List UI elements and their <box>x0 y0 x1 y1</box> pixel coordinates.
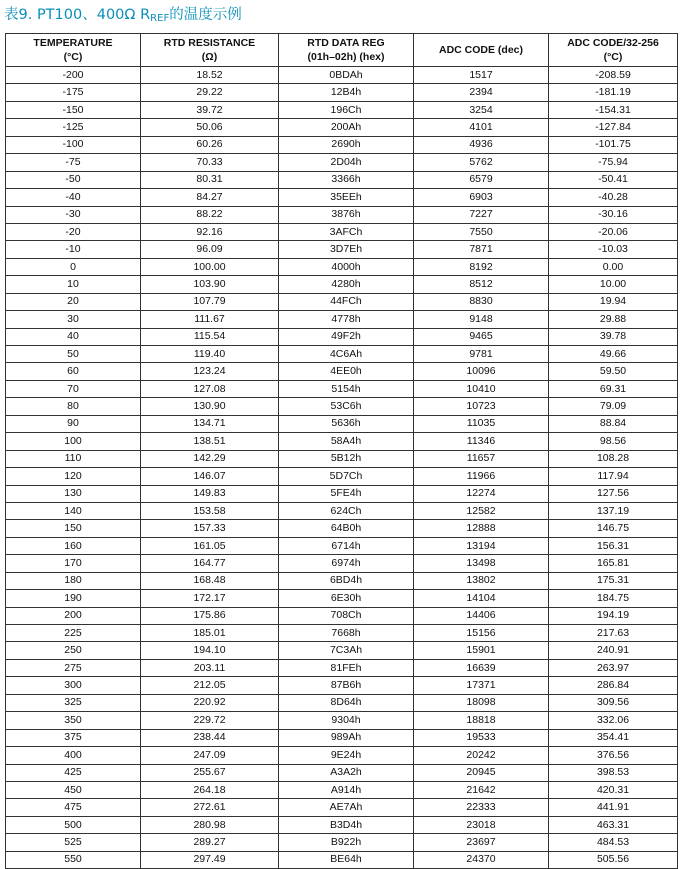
cell-adc-code: 10723 <box>414 398 549 415</box>
cell-temperature: 90 <box>6 415 141 432</box>
cell-adc-temperature: 127.56 <box>549 485 678 502</box>
cell-adc-code: 18098 <box>414 694 549 711</box>
cell-temperature: 10 <box>6 276 141 293</box>
cell-rtd-resistance: 149.83 <box>141 485 279 502</box>
cell-rtd-resistance: 103.90 <box>141 276 279 293</box>
cell-adc-code: 2394 <box>414 84 549 101</box>
cell-adc-code: 12888 <box>414 520 549 537</box>
cell-adc-temperature: -50.41 <box>549 171 678 188</box>
table-row <box>6 346 678 363</box>
cell-adc-temperature: 108.28 <box>549 450 678 467</box>
cell-adc-temperature: 49.66 <box>549 346 678 363</box>
cell-adc-temperature: 98.56 <box>549 433 678 450</box>
cell-temperature: 130 <box>6 485 141 502</box>
table-row <box>6 485 678 502</box>
cell-adc-temperature: 309.56 <box>549 694 678 711</box>
cell-adc-temperature: 59.50 <box>549 363 678 380</box>
cell-rtd-resistance: 88.22 <box>141 206 279 223</box>
cell-rtd-data-reg: 4EE0h <box>279 363 414 380</box>
cell-rtd-data-reg: 2690h <box>279 136 414 153</box>
cell-adc-code: 5762 <box>414 154 549 171</box>
table-caption <box>4 3 242 24</box>
cell-rtd-resistance: 172.17 <box>141 590 279 607</box>
cell-adc-temperature: -181.19 <box>549 84 678 101</box>
cell-rtd-resistance: 247.09 <box>141 747 279 764</box>
cell-adc-temperature: 263.97 <box>549 659 678 676</box>
cell-adc-code: 14104 <box>414 590 549 607</box>
header-row <box>6 34 678 67</box>
table-header <box>6 34 678 67</box>
cell-temperature: 475 <box>6 799 141 816</box>
cell-rtd-resistance: 60.26 <box>141 136 279 153</box>
cell-temperature: 20 <box>6 293 141 310</box>
cell-temperature: 40 <box>6 328 141 345</box>
cell-adc-temperature: 165.81 <box>549 555 678 572</box>
cell-rtd-data-reg: 4280h <box>279 276 414 293</box>
table-row <box>6 468 678 485</box>
caption-prefix: 表9. PT100、400Ω R <box>4 7 151 23</box>
cell-temperature: 190 <box>6 590 141 607</box>
table-row <box>6 642 678 659</box>
cell-rtd-resistance: 264.18 <box>141 781 279 798</box>
table-row <box>6 433 678 450</box>
cell-adc-code: 8512 <box>414 276 549 293</box>
cell-adc-temperature: 175.31 <box>549 572 678 589</box>
caption-suffix: 的温度示例 <box>169 7 242 23</box>
cell-temperature: 250 <box>6 642 141 659</box>
cell-adc-code: 9148 <box>414 311 549 328</box>
cell-adc-code: 4101 <box>414 119 549 136</box>
cell-adc-temperature: 88.84 <box>549 415 678 432</box>
cell-rtd-resistance: 272.61 <box>141 799 279 816</box>
cell-rtd-resistance: 142.29 <box>141 450 279 467</box>
cell-adc-temperature: 354.41 <box>549 729 678 746</box>
cell-rtd-resistance: 92.16 <box>141 223 279 240</box>
cell-rtd-data-reg: 7668h <box>279 625 414 642</box>
cell-rtd-resistance: 157.33 <box>141 520 279 537</box>
cell-adc-temperature: 505.56 <box>549 851 678 868</box>
cell-rtd-data-reg: 3366h <box>279 171 414 188</box>
cell-rtd-data-reg: 4000h <box>279 258 414 275</box>
cell-temperature: 500 <box>6 816 141 833</box>
cell-adc-temperature: 39.78 <box>549 328 678 345</box>
cell-rtd-data-reg: 6974h <box>279 555 414 572</box>
cell-rtd-resistance: 18.52 <box>141 67 279 84</box>
cell-adc-temperature: 332.06 <box>549 712 678 729</box>
header-temperature <box>6 34 141 67</box>
cell-temperature: 0 <box>6 258 141 275</box>
cell-adc-code: 13194 <box>414 537 549 554</box>
table-row <box>6 555 678 572</box>
cell-adc-code: 12582 <box>414 502 549 519</box>
cell-adc-code: 11035 <box>414 415 549 432</box>
cell-rtd-resistance: 70.33 <box>141 154 279 171</box>
cell-rtd-resistance: 280.98 <box>141 816 279 833</box>
cell-rtd-data-reg: 3876h <box>279 206 414 223</box>
cell-adc-temperature: 156.31 <box>549 537 678 554</box>
cell-temperature: -125 <box>6 119 141 136</box>
cell-adc-code: 23697 <box>414 834 549 851</box>
cell-adc-code: 11966 <box>414 468 549 485</box>
table-row <box>6 398 678 415</box>
cell-rtd-resistance: 185.01 <box>141 625 279 642</box>
cell-rtd-resistance: 119.40 <box>141 346 279 363</box>
cell-rtd-resistance: 164.77 <box>141 555 279 572</box>
table-row <box>6 67 678 84</box>
table-row <box>6 189 678 206</box>
cell-rtd-data-reg: 989Ah <box>279 729 414 746</box>
cell-rtd-data-reg: 35EEh <box>279 189 414 206</box>
table-row <box>6 729 678 746</box>
caption-subscript: REF <box>150 13 170 24</box>
cell-rtd-data-reg: 49F2h <box>279 328 414 345</box>
cell-rtd-data-reg: 8D64h <box>279 694 414 711</box>
table-row <box>6 607 678 624</box>
cell-adc-temperature: 441.91 <box>549 799 678 816</box>
cell-adc-temperature: 194.19 <box>549 607 678 624</box>
cell-temperature: 200 <box>6 607 141 624</box>
cell-adc-code: 11346 <box>414 433 549 450</box>
cell-adc-temperature: -20.06 <box>549 223 678 240</box>
table-row <box>6 363 678 380</box>
cell-rtd-resistance: 297.49 <box>141 851 279 868</box>
cell-adc-code: 10410 <box>414 380 549 397</box>
cell-rtd-resistance: 115.54 <box>141 328 279 345</box>
cell-rtd-data-reg: 6BD4h <box>279 572 414 589</box>
table-row <box>6 572 678 589</box>
cell-rtd-data-reg: 0BDAh <box>279 67 414 84</box>
cell-rtd-data-reg: 4778h <box>279 311 414 328</box>
cell-rtd-data-reg: 5636h <box>279 415 414 432</box>
cell-adc-code: 7871 <box>414 241 549 258</box>
cell-adc-code: 6579 <box>414 171 549 188</box>
cell-rtd-data-reg: 53C6h <box>279 398 414 415</box>
cell-rtd-resistance: 212.05 <box>141 677 279 694</box>
cell-adc-temperature: 79.09 <box>549 398 678 415</box>
cell-temperature: -200 <box>6 67 141 84</box>
cell-adc-temperature: 463.31 <box>549 816 678 833</box>
cell-rtd-resistance: 138.51 <box>141 433 279 450</box>
cell-rtd-data-reg: B3D4h <box>279 816 414 833</box>
cell-rtd-data-reg: 6E30h <box>279 590 414 607</box>
cell-temperature: 450 <box>6 781 141 798</box>
cell-adc-code: 15901 <box>414 642 549 659</box>
cell-adc-code: 3254 <box>414 101 549 118</box>
table-row <box>6 380 678 397</box>
cell-rtd-data-reg: 7C3Ah <box>279 642 414 659</box>
cell-rtd-data-reg: B922h <box>279 834 414 851</box>
table-row <box>6 415 678 432</box>
cell-temperature: 150 <box>6 520 141 537</box>
cell-adc-temperature: 146.75 <box>549 520 678 537</box>
cell-temperature: 50 <box>6 346 141 363</box>
table-row <box>6 223 678 240</box>
cell-temperature: -150 <box>6 101 141 118</box>
cell-rtd-resistance: 107.79 <box>141 293 279 310</box>
cell-temperature: 60 <box>6 363 141 380</box>
cell-adc-code: 24370 <box>414 851 549 868</box>
table-row <box>6 851 678 868</box>
cell-rtd-data-reg: 9304h <box>279 712 414 729</box>
cell-temperature: -75 <box>6 154 141 171</box>
cell-rtd-resistance: 203.11 <box>141 659 279 676</box>
cell-adc-temperature: 29.88 <box>549 311 678 328</box>
table-row <box>6 171 678 188</box>
header-adc-code <box>414 34 549 67</box>
cell-adc-temperature: 240.91 <box>549 642 678 659</box>
table-row <box>6 276 678 293</box>
cell-adc-code: 19533 <box>414 729 549 746</box>
table-row <box>6 590 678 607</box>
cell-rtd-data-reg: 5B12h <box>279 450 414 467</box>
cell-temperature: -30 <box>6 206 141 223</box>
cell-rtd-resistance: 194.10 <box>141 642 279 659</box>
cell-temperature: 120 <box>6 468 141 485</box>
cell-rtd-resistance: 134.71 <box>141 415 279 432</box>
cell-rtd-resistance: 229.72 <box>141 712 279 729</box>
cell-temperature: 70 <box>6 380 141 397</box>
cell-rtd-resistance: 130.90 <box>141 398 279 415</box>
cell-adc-code: 9465 <box>414 328 549 345</box>
header-line: RTD DATA REG <box>307 37 385 49</box>
cell-rtd-resistance: 39.72 <box>141 101 279 118</box>
table-row <box>6 799 678 816</box>
table-row <box>6 834 678 851</box>
cell-rtd-resistance: 175.86 <box>141 607 279 624</box>
cell-rtd-resistance: 255.67 <box>141 764 279 781</box>
cell-adc-code: 6903 <box>414 189 549 206</box>
cell-adc-temperature: 19.94 <box>549 293 678 310</box>
cell-rtd-resistance: 80.31 <box>141 171 279 188</box>
table-row <box>6 119 678 136</box>
cell-adc-temperature: 484.53 <box>549 834 678 851</box>
table-row <box>6 101 678 118</box>
cell-rtd-data-reg: 6714h <box>279 537 414 554</box>
cell-rtd-resistance: 289.27 <box>141 834 279 851</box>
table-row <box>6 136 678 153</box>
header-line: ADC CODE (dec) <box>438 44 523 56</box>
cell-rtd-data-reg: 708Ch <box>279 607 414 624</box>
cell-adc-code: 16639 <box>414 659 549 676</box>
cell-rtd-data-reg: 3AFCh <box>279 223 414 240</box>
table-row <box>6 625 678 642</box>
cell-adc-code: 11657 <box>414 450 549 467</box>
table-row <box>6 747 678 764</box>
cell-adc-temperature: 376.56 <box>549 747 678 764</box>
cell-temperature: 100 <box>6 433 141 450</box>
cell-adc-code: 8192 <box>414 258 549 275</box>
cell-adc-code: 7227 <box>414 206 549 223</box>
cell-rtd-resistance: 220.92 <box>141 694 279 711</box>
cell-adc-code: 17371 <box>414 677 549 694</box>
header-unit: (01h–02h) (hex) <box>307 51 385 63</box>
header-line: TEMPERATURE <box>33 37 113 49</box>
cell-adc-code: 23018 <box>414 816 549 833</box>
cell-temperature: 300 <box>6 677 141 694</box>
table-row <box>6 206 678 223</box>
cell-rtd-resistance: 100.00 <box>141 258 279 275</box>
cell-rtd-resistance: 111.67 <box>141 311 279 328</box>
cell-temperature: 375 <box>6 729 141 746</box>
cell-adc-code: 13498 <box>414 555 549 572</box>
cell-adc-temperature: -208.59 <box>549 67 678 84</box>
cell-adc-code: 1517 <box>414 67 549 84</box>
table-row <box>6 712 678 729</box>
cell-adc-code: 20945 <box>414 764 549 781</box>
cell-rtd-resistance: 29.22 <box>141 84 279 101</box>
cell-temperature: -50 <box>6 171 141 188</box>
table-row <box>6 258 678 275</box>
cell-rtd-data-reg: 87B6h <box>279 677 414 694</box>
cell-temperature: 550 <box>6 851 141 868</box>
cell-rtd-data-reg: A3A2h <box>279 764 414 781</box>
header-unit: (°C) <box>63 51 83 63</box>
cell-temperature: 225 <box>6 625 141 642</box>
cell-rtd-data-reg: 196Ch <box>279 101 414 118</box>
cell-rtd-resistance: 84.27 <box>141 189 279 206</box>
cell-adc-temperature: 137.19 <box>549 502 678 519</box>
table-row <box>6 241 678 258</box>
cell-rtd-data-reg: 12B4h <box>279 84 414 101</box>
cell-adc-temperature: 398.53 <box>549 764 678 781</box>
cell-temperature: 80 <box>6 398 141 415</box>
temperature-table <box>5 33 678 869</box>
table-row <box>6 816 678 833</box>
table-row <box>6 502 678 519</box>
cell-temperature: 140 <box>6 502 141 519</box>
cell-adc-temperature: 184.75 <box>549 590 678 607</box>
header-unit: (°C) <box>603 51 623 63</box>
cell-rtd-data-reg: 5D7Ch <box>279 468 414 485</box>
table-row <box>6 154 678 171</box>
cell-adc-temperature: -101.75 <box>549 136 678 153</box>
table-row <box>6 537 678 554</box>
table-row <box>6 450 678 467</box>
cell-temperature: 350 <box>6 712 141 729</box>
cell-temperature: 160 <box>6 537 141 554</box>
cell-adc-code: 12274 <box>414 485 549 502</box>
cell-rtd-data-reg: 44FCh <box>279 293 414 310</box>
header-adc-code-converted <box>549 34 678 67</box>
cell-rtd-data-reg: 58A4h <box>279 433 414 450</box>
cell-rtd-data-reg: 200Ah <box>279 119 414 136</box>
cell-adc-temperature: -154.31 <box>549 101 678 118</box>
cell-rtd-data-reg: 624Ch <box>279 502 414 519</box>
cell-adc-temperature: 10.00 <box>549 276 678 293</box>
cell-adc-temperature: -10.03 <box>549 241 678 258</box>
cell-temperature: 30 <box>6 311 141 328</box>
cell-adc-code: 22333 <box>414 799 549 816</box>
table-row <box>6 694 678 711</box>
cell-adc-code: 8830 <box>414 293 549 310</box>
cell-adc-temperature: -75.94 <box>549 154 678 171</box>
cell-temperature: 400 <box>6 747 141 764</box>
cell-rtd-data-reg: BE64h <box>279 851 414 868</box>
cell-temperature: 425 <box>6 764 141 781</box>
cell-temperature: 170 <box>6 555 141 572</box>
cell-adc-temperature: -127.84 <box>549 119 678 136</box>
cell-rtd-data-reg: 3D7Eh <box>279 241 414 258</box>
header-rtd-data-reg <box>279 34 414 67</box>
cell-adc-code: 20242 <box>414 747 549 764</box>
table-row <box>6 659 678 676</box>
cell-rtd-resistance: 168.48 <box>141 572 279 589</box>
table-row <box>6 520 678 537</box>
cell-adc-code: 15156 <box>414 625 549 642</box>
cell-adc-code: 7550 <box>414 223 549 240</box>
table-body <box>6 67 678 869</box>
table-row <box>6 293 678 310</box>
table-row <box>6 677 678 694</box>
cell-rtd-resistance: 127.08 <box>141 380 279 397</box>
table-row <box>6 84 678 101</box>
table-row <box>6 781 678 798</box>
cell-rtd-data-reg: 5FE4h <box>279 485 414 502</box>
cell-adc-code: 9781 <box>414 346 549 363</box>
cell-adc-temperature: 0.00 <box>549 258 678 275</box>
cell-adc-temperature: 286.84 <box>549 677 678 694</box>
header-line: ADC CODE/32-256 <box>567 37 659 49</box>
cell-temperature: 180 <box>6 572 141 589</box>
cell-adc-code: 4936 <box>414 136 549 153</box>
cell-rtd-data-reg: 2D04h <box>279 154 414 171</box>
cell-rtd-resistance: 146.07 <box>141 468 279 485</box>
table-row <box>6 764 678 781</box>
header-line: RTD RESISTANCE <box>163 37 256 49</box>
cell-rtd-data-reg: 9E24h <box>279 747 414 764</box>
cell-rtd-resistance: 238.44 <box>141 729 279 746</box>
cell-temperature: -100 <box>6 136 141 153</box>
cell-adc-temperature: 420.31 <box>549 781 678 798</box>
cell-temperature: 275 <box>6 659 141 676</box>
cell-temperature: 110 <box>6 450 141 467</box>
cell-temperature: 325 <box>6 694 141 711</box>
cell-temperature: -10 <box>6 241 141 258</box>
cell-adc-code: 18818 <box>414 712 549 729</box>
header-unit: (Ω) <box>201 51 218 63</box>
cell-rtd-resistance: 123.24 <box>141 363 279 380</box>
cell-adc-temperature: 69.31 <box>549 380 678 397</box>
cell-rtd-resistance: 153.58 <box>141 502 279 519</box>
cell-rtd-resistance: 161.05 <box>141 537 279 554</box>
cell-temperature: -175 <box>6 84 141 101</box>
cell-temperature: 525 <box>6 834 141 851</box>
cell-adc-temperature: 117.94 <box>549 468 678 485</box>
table-row <box>6 311 678 328</box>
cell-rtd-data-reg: A914h <box>279 781 414 798</box>
cell-adc-code: 13802 <box>414 572 549 589</box>
cell-rtd-data-reg: 4C6Ah <box>279 346 414 363</box>
cell-adc-code: 10096 <box>414 363 549 380</box>
cell-temperature: -40 <box>6 189 141 206</box>
cell-rtd-resistance: 96.09 <box>141 241 279 258</box>
cell-adc-code: 21642 <box>414 781 549 798</box>
cell-temperature: -20 <box>6 223 141 240</box>
header-rtd-resistance <box>141 34 279 67</box>
cell-rtd-resistance: 50.06 <box>141 119 279 136</box>
cell-adc-temperature: 217.63 <box>549 625 678 642</box>
cell-adc-temperature: -30.16 <box>549 206 678 223</box>
cell-rtd-data-reg: 64B0h <box>279 520 414 537</box>
cell-rtd-data-reg: 81FEh <box>279 659 414 676</box>
cell-rtd-data-reg: AE7Ah <box>279 799 414 816</box>
table-row <box>6 328 678 345</box>
cell-rtd-data-reg: 5154h <box>279 380 414 397</box>
cell-adc-code: 14406 <box>414 607 549 624</box>
cell-adc-temperature: -40.28 <box>549 189 678 206</box>
